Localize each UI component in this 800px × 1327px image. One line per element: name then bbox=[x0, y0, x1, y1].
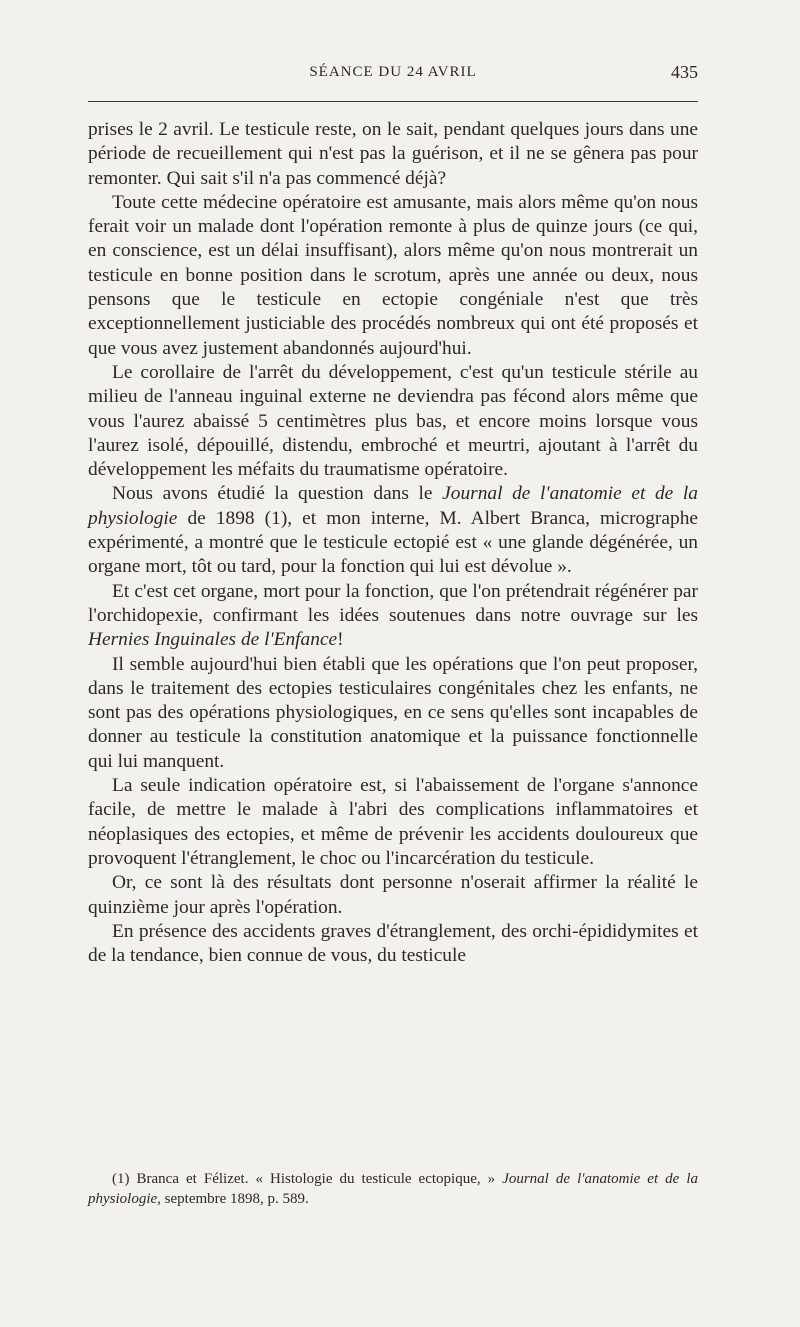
paragraph-4-text-b: de 1898 (1), et mon interne, M. Albert Branca, micrographe expérimenté, a montré que le testicule ectopié est « une glande dégénérée, un organe mort, tôt ou tard, pour la fonction qui lui est dévolue ». bbox=[88, 507, 698, 578]
paragraph-7-text: La seule indication opératoire est, si l'abaissement de l'organe s'annonce facile, de mettre le malade à l'abri des complications inflammatoires et néoplasiques des ectopies, et même de prévenir les accidents douloureux que provoquent l'étranglement, le choc ou l'incarcération du testicule. bbox=[88, 775, 698, 869]
paragraph-1-text: prises le 2 avril. Le testicule reste, on le sait, pendant quelques jours dans une période de recueillement qui n'est pas la guérison, et il ne se gênera pas pour remonter. Qui sait s'il n'a pas commencé déjà? bbox=[88, 119, 698, 189]
paragraph-9-text: En présence des accidents graves d'étranglement, des orchi-épididymites et de la tendance, bien connue de vous, du testicule bbox=[88, 920, 698, 967]
header-rule bbox=[88, 101, 698, 102]
footnote bbox=[88, 1169, 698, 1209]
footnote-text-a: (1) Branca et Félizet. « Histologie du testicule ectopique, » bbox=[112, 1171, 503, 1187]
paragraph-2 bbox=[88, 191, 698, 361]
paragraph-5 bbox=[88, 580, 698, 653]
paragraph-3 bbox=[88, 361, 698, 482]
page-number: 435 bbox=[671, 62, 698, 82]
paragraph-8-text: Or, ce sont là des résultats dont personne n'oserait affirmer la réalité le quinzième jour après l'opération. bbox=[88, 872, 698, 918]
body-text bbox=[88, 118, 698, 968]
paragraph-2-text: Toute cette médecine opératoire est amusante, mais alors même qu'on nous ferait voir un malade dont l'opération remonte à plus de quinze jours (ce qui, en conscience, est un délai insuffisant), alors même qu'on nous montrerait un testicule en bonne position dans le scrotum, après une année ou deux, nous pensons que le testicule en ectopie congéniale n'est que très exceptionnellement justiciable des procédés nombreux qui ont été proposés et que vous avez justement abandonnés aujourd'hui. bbox=[88, 191, 698, 359]
book-title: Hernies Inguinales de l'Enfance bbox=[88, 629, 338, 651]
footnote-journal-title: Journal de l'anatomie et de la physiologie bbox=[88, 1171, 698, 1207]
paragraph-5-text-a: Et c'est cet organe, mort pour la fonction, que l'on prétendrait régénérer par l'orchidopexie, confirmant les idées soutenues dans notre ouvrage sur les bbox=[88, 580, 698, 626]
paragraph-4 bbox=[88, 482, 698, 579]
journal-title: Journal de l'anatomie et de la physiologie bbox=[88, 483, 698, 529]
running-title: SÉANCE DU 24 AVRIL bbox=[309, 64, 477, 80]
paragraph-3-text: Le corollaire de l'arrêt du développement, c'est qu'un testicule stérile au milieu de l'anneau inguinal externe ne deviendra pas fécond alors même que vous l'aurez abaissé 5 centimètres plus bas, et encore moins lorsque vous l'aurez isolé, dépouillé, distendu, embroché et meurtri, ajoutant à l'arrêt du développement les méfaits du traumatisme opératoire. bbox=[88, 361, 698, 481]
paragraph-6 bbox=[88, 653, 698, 774]
paragraph-1 bbox=[88, 118, 698, 191]
paragraph-5-text-b: ! bbox=[337, 629, 344, 651]
paragraph-7 bbox=[88, 774, 698, 871]
paragraph-9 bbox=[88, 920, 698, 969]
paragraph-8 bbox=[88, 871, 698, 920]
page-header bbox=[88, 64, 698, 90]
footnote-text-b: , septembre 1898, p. 589. bbox=[157, 1191, 309, 1207]
paragraph-6-text: Il semble aujourd'hui bien établi que les opérations que l'on peut proposer, dans le traitement des ectopies testiculaires congénitales chez les enfants, ne sont pas des opérations physiologiques, en ce sens qu'elles sont incapables de donner au testicule la constitution anatomique et la puissance fonctionnelle qui lui manquent. bbox=[88, 653, 698, 772]
paragraph-4-text-a: Nous avons étudié la question dans le bbox=[112, 483, 443, 505]
